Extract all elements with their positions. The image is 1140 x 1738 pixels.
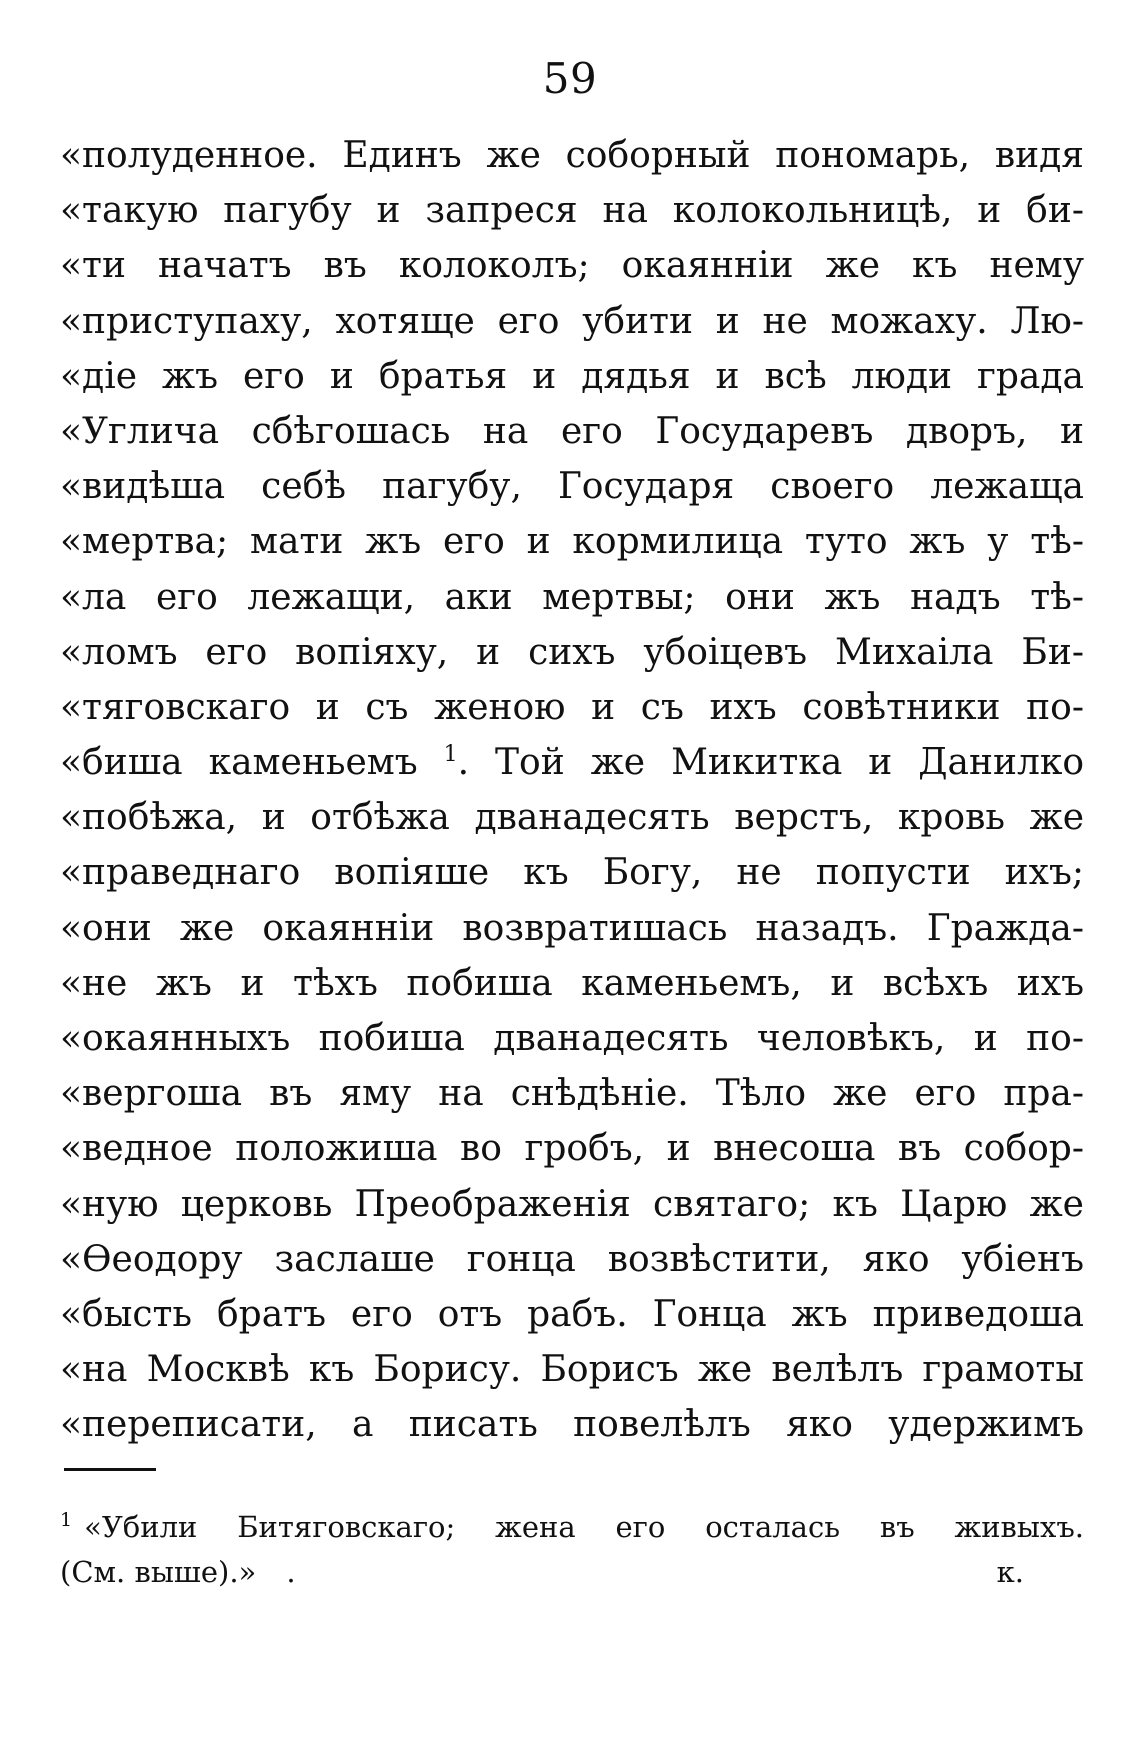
text-line: «полуденное. Единъ же соборный пономарь, видя [60,135,1084,176]
text-line: «праведнаго вопiяше къ Богу, не попусти ихъ; [60,852,1084,894]
text-line: «Өеодору заслаше гонца возвѣстити, яко убiенъ [60,1238,1084,1280]
text-line: «ную церковь Преображенiя святаго; къ Царю же [60,1183,1084,1225]
page-number: 59 [542,54,598,103]
text-line: «окаянныхъ побиша дванадесять человѣкъ, и по- [60,1018,1084,1059]
footnote-marker: 1 [60,1509,73,1532]
footnote-reference: 1 [443,742,458,768]
text-line: «вергоша въ яму на снѣдѣнiе. Тѣло же его пра- [60,1073,1084,1115]
footnote-stray-mark: . [286,1555,296,1589]
text-line: «они же окаяннiи возвратишась назадъ. Гражда- [60,907,1084,949]
text-line: «ведное положиша во гробъ, и внесоша въ собор- [60,1128,1084,1170]
text-line-end: . Той же Микитка и Данилко [457,742,1084,784]
footnote-text: «Убили Битяговскаго; жена его осталась въ живыхъ. [84,1510,1084,1544]
text-line: «переписати, а писать повелѣлъ яко удержимъ [60,1404,1084,1446]
text-line: «ломъ его вопiяху, и сихъ убоiцевъ Михаiла Би- [60,631,1084,673]
text-line: «бысть братъ его отъ рабъ. Гонца жъ приведоша [60,1293,1084,1335]
text-line: «на Москвѣ къ Борису. Борисъ же велѣлъ грамоты [60,1349,1084,1391]
text-line: «ла его лежащи, аки мертвы; они жъ надъ тѣ- [60,576,1084,618]
text-line-start: «биша каменьемъ [60,742,418,784]
text-line: «Углича сбѣгошась на его Государевъ дворъ, и [60,410,1084,452]
footnote-right-mark: к. [996,1555,1024,1589]
footnote [60,1505,1084,1595]
text-line: «мертва; мати жъ его и кормилица туто жъ у тѣ- [60,521,1084,563]
footnote-line [60,1505,1084,1550]
text-line: «побѣжа, и отбѣжа дванадесять верстъ, кровь же [60,797,1084,839]
text-line: «такую пагубу и запреся на колокольницѣ, и би- [60,190,1084,232]
body-text [60,128,1084,1453]
text-line: «не жъ и тѣхъ побиша каменьемъ, и всѣхъ ихъ [60,962,1084,1004]
text-line: «приступаху, хотяще его убити и не можаху. Лю- [60,300,1084,342]
text-line: «тяговскаго и съ женою и съ ихъ совѣтники по- [60,686,1084,728]
footnote-divider [64,1468,156,1471]
footnote-line [60,1550,1084,1595]
text-line: «ти начатъ въ колоколъ; окаяннiи же къ нему [60,245,1084,287]
text-line-with-note-ref [60,735,1084,790]
text-line: «дiе жъ его и братья и дядья и всѣ люди града [60,355,1084,397]
footnote-text: (См. выше).» [60,1555,257,1589]
text-line: «видѣша себѣ пагубу, Государя своего лежаща [60,466,1084,508]
